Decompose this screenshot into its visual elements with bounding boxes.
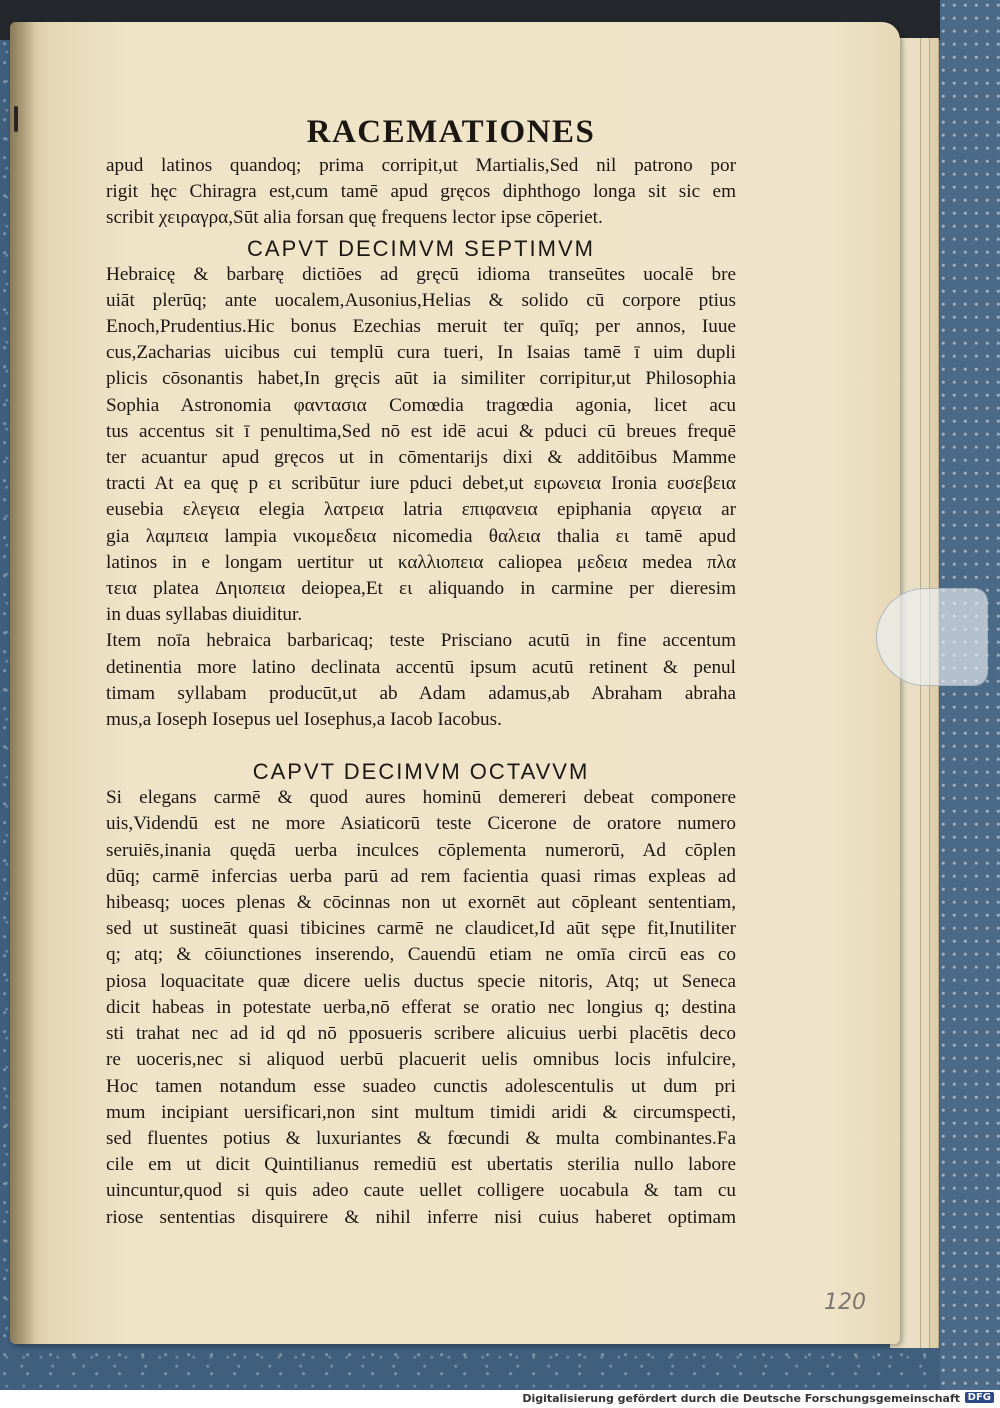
text-line: sti trahat nec ad id qd nō pposueris scribere alicuius uerbi placētis deco [106,1023,736,1045]
text-line: detinentia more latino declinata accentū ipsum acutū retinent & penul [106,656,736,678]
text-line: timam syllabam producūt,ut ab Adam adamus,ab Abraham abraha [106,682,736,704]
text-line: uincuntur,quod si quis adeo caute uellet colligere uocabula & tam cu [106,1180,736,1202]
page-gutter [10,22,36,1344]
text-line: scribit χειραγρα,Sūt alia forsan quę frequens lector ipse cōperiet. [106,207,603,229]
text-line: apud latinos quandoq; prima corripit,ut Martialis,Sed nil patrono por [106,155,736,176]
text-line: eusebia ελεγεια elegia λατρεια latria επιφανεια epiphania αργεια ar [106,499,736,521]
chapter-18-body [106,785,736,1230]
text-line: Enoch,Prudentius.Hic bonus Ezechias meruit ter quīq; per annos, Iuue [106,316,736,338]
footer-credit: Digitalisierung gefördert durch die Deutsche Forschungsgemeinschaft [522,1392,960,1405]
text-line: dicit habeas in potestate uerba,nō efferat se oratio nec longius q; destina [106,996,736,1018]
text-line: plicis cōsonantis habet,In gręcis aūt ia similiter corripitur,ut Philosophia [106,368,736,390]
binding-thread [14,106,18,132]
text-line: τεια platea Δηιοπεια deiopea,Et ει aliquando in carmine per dieresim [106,578,736,600]
text-line: Hoc tamen notandum esse suadeo cunctis adolescentulis ut dum pri [106,1075,736,1097]
dfg-logo: DFG [965,1392,994,1403]
text-line: seruiēs,inania quędā uerba inculces cōplementa numerorū, Ad cōplen [106,839,736,861]
text-line: mus,a Ioseph Iosepus uel Iosephus,a Iacob Iacobus. [106,709,502,731]
text-line: cus,Zacharias uicibus cui templū cura tueri, In Isaias tamē ī uim dupli [106,342,736,364]
footer-bar [0,1390,1000,1408]
book-cover-edge [940,0,1000,1390]
text-line: mum incipiant uersificari,non sint multum timidi aridi & circumspecti, [106,1101,736,1123]
text-line: uis,Videndū est ne more Asiaticorū teste Cicerone de oratore numero [106,813,736,835]
pencil-folio-number: 120 [824,1290,866,1315]
text-line: piosa loquacitate quæ dicere uelis ductus specie nitoris, Atq; ut Seneca [106,970,736,992]
text-line: hibeasq; uoces plenas & cōcinnas non ut exornēt aut cōpleant sententiam, [106,892,736,914]
text-line: Sophia Astronomia φαντασια Comœdia tragœdia agonia, licet acu [106,394,736,416]
text-line: dūq; carmē infercias uerba parū ad rem facientia quasi rimas expleas ad [106,865,736,887]
text-line: Item noīa hebraica barbaricaq; teste Prisciano acutū in fine accentum [106,630,736,652]
intro-paragraph [106,153,736,232]
text-line: cile em ut dicit Quintilianus remediū est ubertatis sterilia nullo labore [106,1154,736,1176]
text-line: tus accentus sit ī penultima,Sed nō est idē acui & pduci cū breues frequē [106,420,736,442]
text-line: uiāt plerūq; ante uocalem,Ausonius,Helias & solido cū corpore ptius [106,289,736,311]
section-gap [106,733,736,755]
text-line: tracti At ea quę p ει scribūtur iure pduci debet,ut ειρωνεια Ironia ευσεβεια [106,473,736,495]
text-line: Si elegans carmē & quod aures hominū demereri debeat componere [106,787,736,809]
text-line: gia λαμπεια lampia νικομεδεια nicomedia θαλεια thalia ει tamē apud [106,525,736,547]
text-line: Hebraicę & barbarę dictiōes ad gręcū idioma transeūtes uocalē bre [106,263,736,285]
text-line: sed fluentes potius & luxuriantes & fœcundi & multa combinantes.Fa [106,1127,736,1149]
chapter-heading-18: CAPVT DECIMVM OCTAVVM [252,759,590,785]
text-line: in duas syllabas diuiditur. [106,604,303,626]
text-line: rigit hęc Chiragra est,cum tamē apud gręcos diphthogo longa sit sic em [106,181,736,203]
running-head: RACEMATIONES [306,114,596,150]
text-line: riose sententias disquirere & nihil inferre nisi cuius haberet optimam [106,1206,736,1228]
text-line: q; atq; & cōiunctiones inserendo, Cauendū etiam ne omīa circū eas co [106,944,736,966]
text-line: re uoceris,nec si aliquod uerbū placuerit uelis omnibus locis infulcire, [106,1049,736,1071]
chapter-17-body [106,262,736,734]
text-line: ter acuantur apud gręcos ut in cōmentarijs dixi & additōibus Mamme [106,447,736,469]
page-clip [876,588,988,686]
chapter-heading-17: CAPVT DECIMVM SEPTIMVM [247,235,595,261]
text-line: sed ut sustineāt quasi tibicines carmē ne claudicet,Id aūt sępe fit,Inutiliter [106,918,736,940]
text-line: latinos in e longam uertitur ut καλλιοπεια caliopea μεδεια medea πλα [106,551,736,573]
page-text-block [106,114,736,1231]
